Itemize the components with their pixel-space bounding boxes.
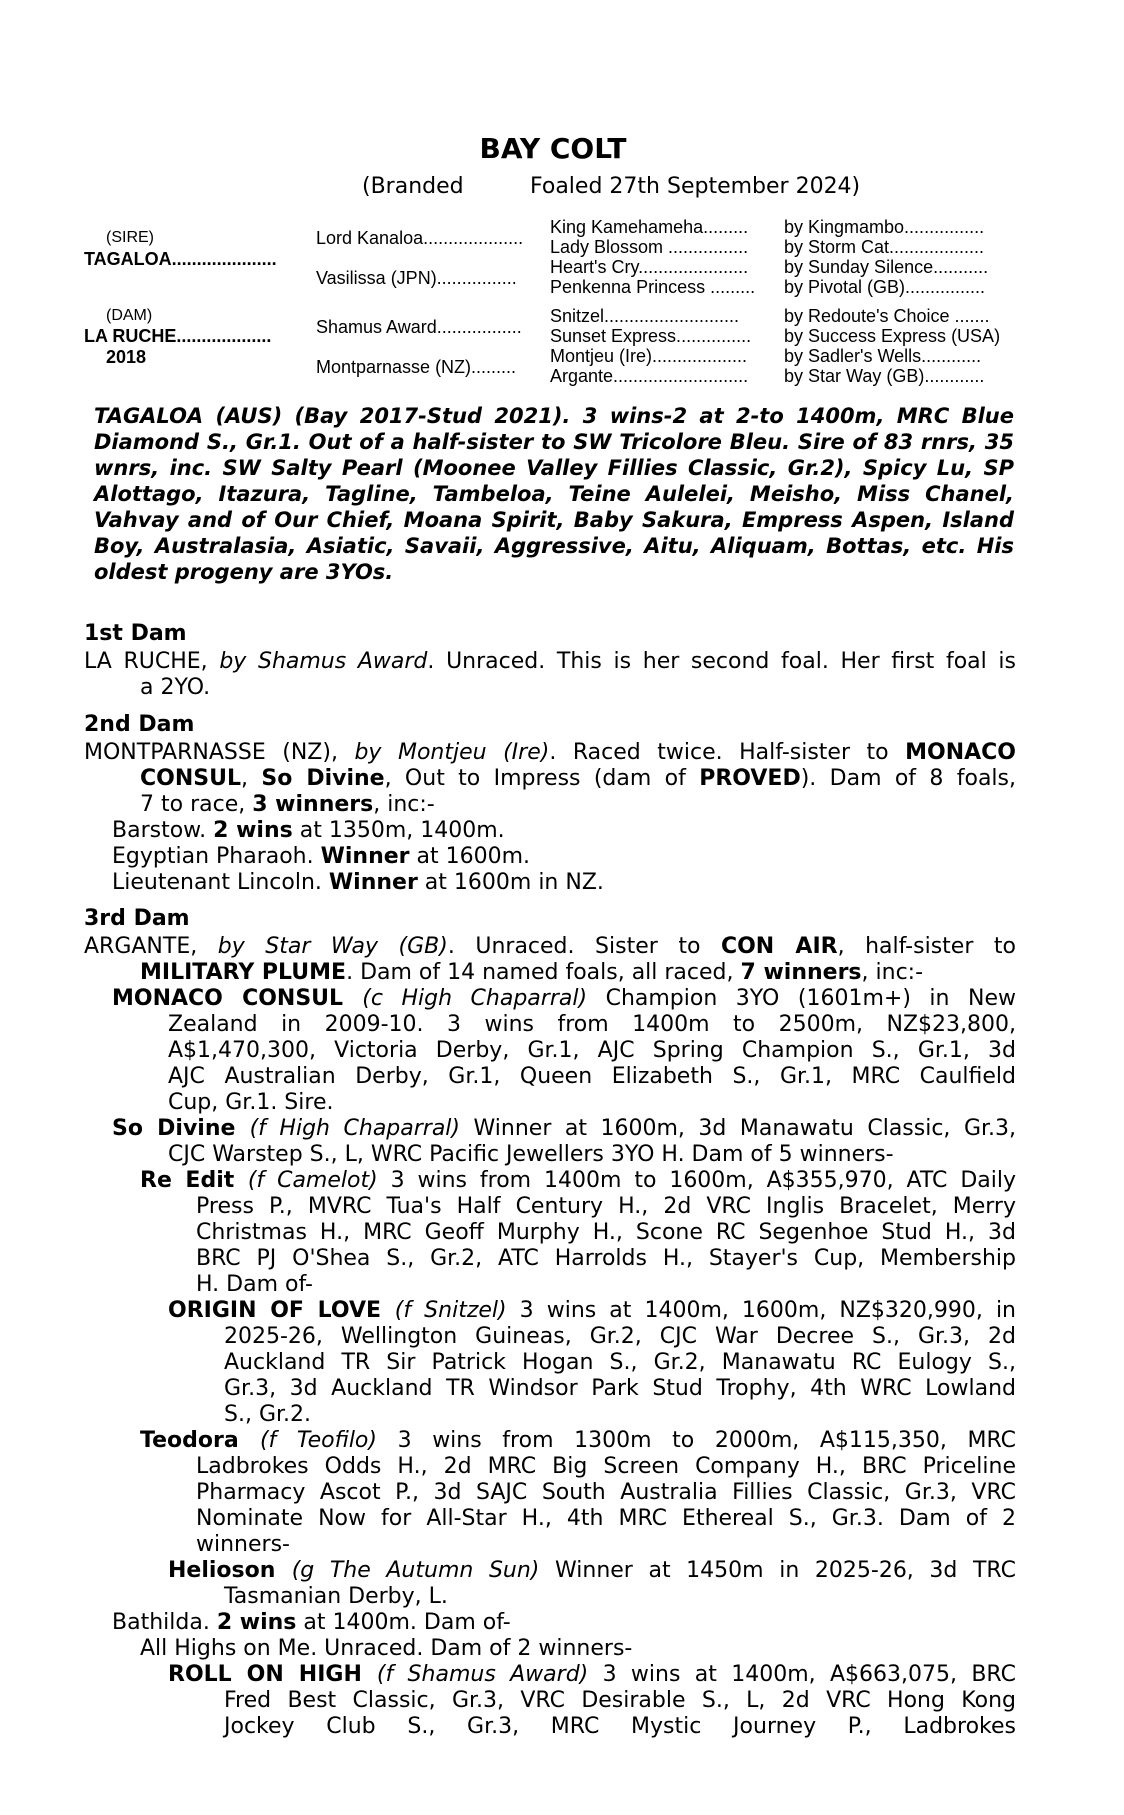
dam-tag: (DAM) bbox=[106, 307, 153, 324]
progeny-line: Auckland TR Sir Patrick Hogan S., Gr.2, Manawatu RC Eulogy S., bbox=[224, 1350, 1016, 1375]
ggparent-4: Penkenna Princess ......... bbox=[550, 277, 756, 297]
sire-summary-line: Boy, Australasia, Asiatic, Savaii, Aggressive, Aitu, Aliquam, Bottas, etc. His bbox=[94, 534, 1014, 558]
gggparent-6: by Success Express (USA) bbox=[784, 326, 1001, 346]
sire-summary-line: Diamond S., Gr.1. Out of a half-sister to SW Tricolore Bleu. Sire of 83 rnrs, 35 bbox=[94, 430, 1014, 454]
first-dam-line: LA RUCHE, by Shamus Award. Unraced. This is her second foal. Her first foal is bbox=[84, 649, 1016, 674]
dam-name: LA RUCHE................... bbox=[84, 326, 272, 346]
progeny-line: Cup, Gr.1. Sire. bbox=[168, 1090, 334, 1115]
progeny-line: Tasmanian Derby, L. bbox=[224, 1584, 448, 1609]
granddam-sire-side: Vasilissa (JPN)................ bbox=[316, 268, 517, 288]
progeny-line: Egyptian Pharaoh. Winner at 1600m. bbox=[112, 844, 531, 869]
progeny-line: Nominate Now for All-Star H., 4th MRC Ethereal S., Gr.3. Dam of 2 bbox=[196, 1506, 1016, 1531]
foaled-label: Foaled 27th September 2024) bbox=[530, 174, 861, 199]
branded-label: (Branded bbox=[362, 174, 464, 199]
gggparent-1: by Kingmambo................ bbox=[784, 217, 985, 237]
sire-name: TAGALOA..................... bbox=[84, 249, 277, 269]
progeny-line: Gr.3, 3d Auckland TR Windsor Park Stud Trophy, 4th WRC Lowland bbox=[224, 1376, 1016, 1401]
gggparent-8: by Star Way (GB)............ bbox=[784, 366, 985, 386]
sire-summary-line: Vahvay and of Our Chief, Moana Spirit, Baby Sakura, Empress Aspen, Island bbox=[94, 508, 1014, 532]
progeny-line: MONACO CONSUL (c High Chaparral) Champion 3YO (1601m+) in New bbox=[112, 986, 1016, 1011]
progeny-line: winners- bbox=[196, 1532, 290, 1557]
third-dam-line: MILITARY PLUME. Dam of 14 named foals, all raced, 7 winners, inc:- bbox=[140, 960, 924, 985]
gggparent-4: by Pivotal (GB)................ bbox=[784, 277, 986, 297]
first-dam-line: a 2YO. bbox=[140, 675, 211, 700]
progeny-line: Barstow. 2 wins at 1350m, 1400m. bbox=[112, 818, 505, 843]
progeny-line: Zealand in 2009-10. 3 wins from 1400m to 2500m, NZ$23,800, bbox=[168, 1012, 1016, 1037]
ggparent-7: Montjeu (Ire)................... bbox=[550, 346, 748, 366]
gggparent-5: by Redoute's Choice ....... bbox=[784, 306, 990, 326]
second-dam-heading: 2nd Dam bbox=[84, 712, 195, 737]
gggparent-7: by Sadler's Wells............ bbox=[784, 346, 982, 366]
dam-year: 2018 bbox=[106, 347, 147, 367]
progeny-line: Ladbrokes Odds H., 2d MRC Big Screen Company H., BRC Priceline bbox=[196, 1454, 1016, 1479]
progeny-line: Pharmacy Ascot P., 3d SAJC South Australia Fillies Classic, Gr.3, VRC bbox=[196, 1480, 1016, 1505]
progeny-line: AJC Australian Derby, Gr.1, Queen Elizabeth S., Gr.1, MRC Caulfield bbox=[168, 1064, 1016, 1089]
ggparent-2: Lady Blossom ................ bbox=[550, 237, 749, 257]
progeny-line: Lieutenant Lincoln. Winner at 1600m in NZ. bbox=[112, 870, 604, 895]
progeny-line: H. Dam of- bbox=[196, 1272, 313, 1297]
progeny-line: Christmas H., MRC Geoff Murphy H., Scone RC Segenhoe Stud H., 3d bbox=[196, 1220, 1016, 1245]
third-dam-line: ARGANTE, by Star Way (GB). Unraced. Sister to CON AIR, half-sister to bbox=[84, 934, 1016, 959]
progeny-line: ORIGIN OF LOVE (f Snitzel) 3 wins at 1400m, 1600m, NZ$320,990, in bbox=[168, 1298, 1016, 1323]
ggparent-3: Heart's Cry...................... bbox=[550, 257, 749, 277]
progeny-line: 2025-26, Wellington Guineas, Gr.2, CJC War Decree S., Gr.3, 2d bbox=[224, 1324, 1016, 1349]
progeny-line: Bathilda. 2 wins at 1400m. Dam of- bbox=[112, 1610, 511, 1635]
sire-summary-line: oldest progeny are 3YOs. bbox=[94, 560, 394, 584]
second-dam: Montparnasse (NZ)......... bbox=[316, 357, 517, 377]
ggparent-8: Argante........................... bbox=[550, 366, 749, 386]
progeny-line: Teodora (f Teofilo) 3 wins from 1300m to 2000m, A$115,350, MRC bbox=[140, 1428, 1017, 1453]
progeny-line: Jockey Club S., Gr.3, MRC Mystic Journey P., Ladbrokes bbox=[224, 1714, 1016, 1739]
grandsire: Lord Kanaloa.................... bbox=[316, 228, 524, 248]
ggparent-5: Snitzel........................... bbox=[550, 306, 740, 326]
second-dam-line: 7 to race, 3 winners, inc:- bbox=[140, 792, 435, 817]
first-dam-heading: 1st Dam bbox=[84, 621, 187, 646]
lot-title: BAY COLT bbox=[479, 132, 627, 165]
gggparent-3: by Sunday Silence........... bbox=[784, 257, 989, 277]
sire-tag: (SIRE) bbox=[106, 229, 154, 246]
progeny-line: ROLL ON HIGH (f Shamus Award) 3 wins at 1400m, A$663,075, BRC bbox=[168, 1662, 1016, 1687]
second-dam-line: MONTPARNASSE (NZ), by Montjeu (Ire). Raced twice. Half-sister to MONACO bbox=[84, 740, 1017, 765]
progeny-line: All Highs on Me. Unraced. Dam of 2 winners- bbox=[140, 1636, 633, 1661]
progeny-line: BRC PJ O'Shea S., Gr.2, ATC Harrolds H., Stayer's Cup, Membership bbox=[196, 1246, 1016, 1271]
progeny-line: Helioson (g The Autumn Sun) Winner at 1450m in 2025-26, 3d TRC bbox=[168, 1558, 1016, 1583]
sire-summary-line: Alottago, Itazura, Tagline, Tambeloa, Teine Aulelei, Meisho, Miss Chanel, bbox=[94, 482, 1014, 506]
progeny-line: Re Edit (f Camelot) 3 wins from 1400m to 1600m, A$355,970, ATC Daily bbox=[140, 1168, 1016, 1193]
third-dam-heading: 3rd Dam bbox=[84, 906, 190, 931]
progeny-line: Fred Best Classic, Gr.3, VRC Desirable S., L, 2d VRC Hong Kong bbox=[224, 1688, 1016, 1713]
ggparent-1: King Kamehameha......... bbox=[550, 217, 749, 237]
progeny-line: A$1,470,300, Victoria Derby, Gr.1, AJC Spring Champion S., Gr.1, 3d bbox=[168, 1038, 1016, 1063]
progeny-line: CJC Warstep S., L, WRC Pacific Jewellers 3YO H. Dam of 5 winners- bbox=[168, 1142, 894, 1167]
progeny-line: Press P., MVRC Tua's Half Century H., 2d VRC Inglis Bracelet, Merry bbox=[196, 1194, 1016, 1219]
progeny-line: S., Gr.2. bbox=[224, 1402, 312, 1427]
damsire: Shamus Award................. bbox=[316, 317, 522, 337]
second-dam-line: CONSUL, So Divine, Out to Impress (dam of PROVED). Dam of 8 foals, bbox=[140, 766, 1016, 791]
gggparent-2: by Storm Cat................... bbox=[784, 237, 985, 257]
sire-summary-line: TAGALOA (AUS) (Bay 2017-Stud 2021). 3 wins-2 at 2-to 1400m, MRC Blue bbox=[94, 404, 1014, 428]
ggparent-6: Sunset Express............... bbox=[550, 326, 752, 346]
progeny-line: So Divine (f High Chaparral) Winner at 1600m, 3d Manawatu Classic, Gr.3, bbox=[112, 1116, 1016, 1141]
sire-summary-line: wnrs, inc. SW Salty Pearl (Moonee Valley Fillies Classic, Gr.2), Spicy Lu, SP bbox=[94, 456, 1014, 480]
